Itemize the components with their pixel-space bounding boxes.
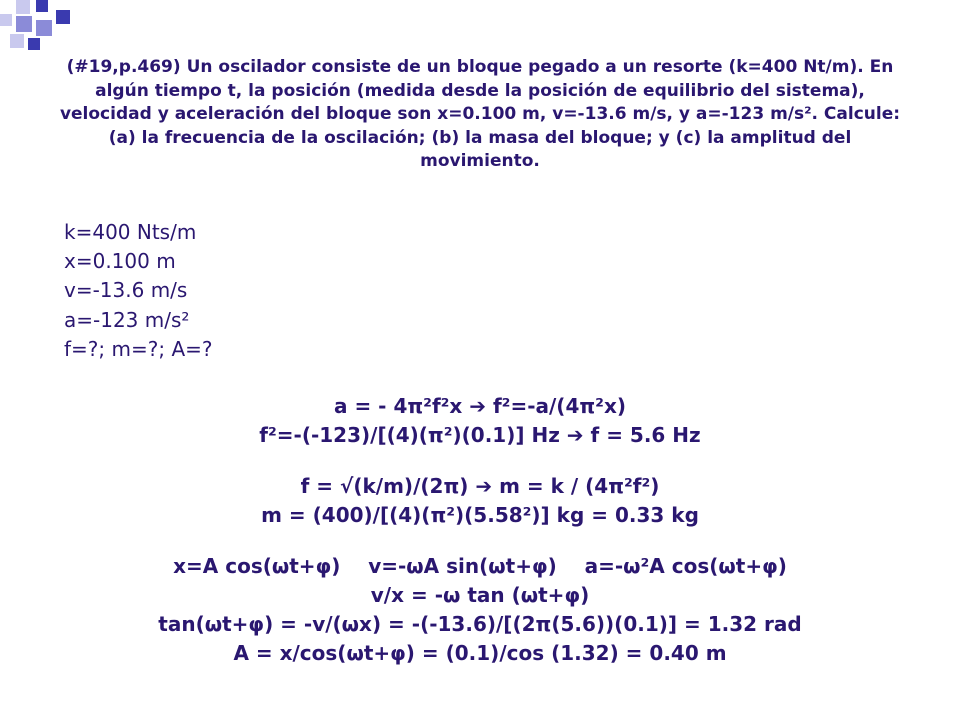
- solution-block: [30, 392, 930, 668]
- logo-square-2: [36, 0, 48, 12]
- logo-square-6: [36, 20, 52, 36]
- logo-square-4: [16, 16, 32, 32]
- logo-square-3: [0, 14, 12, 26]
- slide-logo: [0, 0, 80, 60]
- unknowns: f=?; m=?; A=?: [64, 336, 213, 361]
- logo-square-1: [16, 0, 30, 14]
- logo-square-8: [28, 38, 40, 50]
- given-a: a=-123 m/s²: [64, 307, 190, 332]
- mass-equation: f = √(k/m)/(2π) ➔ m = k / (4π²f²): [300, 474, 660, 498]
- logo-square-7: [10, 34, 24, 48]
- phase-result: tan(ωt+φ) = -v/(ωx) = -(-13.6)/[(2π(5.6))(0.1)] = 1.32 rad: [158, 612, 802, 636]
- ratio-equation: v/x = -ω tan (ωt+φ): [370, 583, 590, 607]
- problem-statement: (#19,p.469) Un oscilador consiste de un bloque pegado a un resorte (k=400 Nt/m). En algún tiempo t, la posición (medida desde la posición de equilibrio del sistema), velocidad y aceleración del bloque son x=0.100 m, v=-13.6 m/s, y a=-123 m/s². Calcule: (a) la frecuencia de la oscilación; (b) la masa del bloque; y (c) la amplitud del movimiento.: [59, 57, 901, 171]
- given-k: k=400 Nts/m: [64, 220, 197, 244]
- frequency-equation: a = - 4π²f²x ➔ f²=-a/(4π²x): [334, 394, 626, 418]
- given-x: x=0.100 m: [64, 249, 176, 274]
- logo-square-5: [56, 10, 70, 24]
- motion-equations: x=A cos(ωt+φ) v=-ωA sin(ωt+φ) a=-ω²A cos(ωt+φ): [173, 554, 787, 578]
- mass-result: m = (400)/[(4)(π²)(5.58²)] kg = 0.33 kg: [261, 503, 699, 527]
- amplitude-result: A = x/cos(ωt+φ) = (0.1)/cos (1.32) = 0.40 m: [233, 641, 727, 665]
- given-values: [64, 218, 464, 364]
- frequency-result: f²=-(-123)/[(4)(π²)(0.1)] Hz ➔ f = 5.6 Hz: [259, 423, 701, 447]
- given-v: v=-13.6 m/s: [64, 278, 188, 303]
